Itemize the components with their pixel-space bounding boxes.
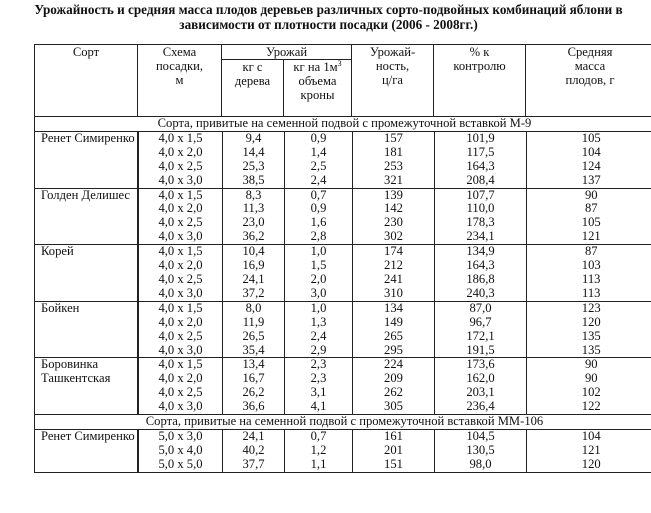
kg-per-tree-cell: 37,2 xyxy=(223,287,285,301)
kg-per-crown-volume-cell: 2,4 xyxy=(285,174,353,188)
average-mass-cell: 104 xyxy=(527,430,651,444)
yield-cell: 224 xyxy=(353,358,435,372)
average-mass-cell: 121 xyxy=(527,444,651,458)
average-mass-cell: 90 xyxy=(527,372,651,386)
kg-per-crown-volume-cell: 2,4 xyxy=(285,330,353,344)
planting-scheme-cell: 4,0 х 2,0 xyxy=(139,316,223,330)
table-row xyxy=(139,430,651,444)
title-line-2: зависимости от плотности посадки (2006 - 2008гг.) xyxy=(179,17,478,32)
variety-group xyxy=(35,131,651,188)
kg-per-tree-cell: 13,4 xyxy=(223,358,285,372)
kg-per-tree-cell: 25,3 xyxy=(223,160,285,174)
section-header-row xyxy=(35,117,651,132)
kg-per-tree-cell: 26,2 xyxy=(223,386,285,400)
yield-cell: 302 xyxy=(353,230,435,244)
planting-scheme-cell: 4,0 х 3,0 xyxy=(139,400,223,414)
kg-per-crown-volume-cell: 4,1 xyxy=(285,400,353,414)
kg-per-crown-volume-cell: 3,0 xyxy=(285,287,353,301)
table-row xyxy=(139,316,651,330)
kg-per-crown-volume-cell: 2,3 xyxy=(285,358,353,372)
kg-per-crown-volume-cell: 1,1 xyxy=(285,458,353,472)
table-row xyxy=(139,344,651,358)
percent-control-cell: 208,4 xyxy=(435,174,527,188)
yield-cell: 134 xyxy=(353,302,435,316)
table-row xyxy=(139,444,651,458)
percent-control-cell: 240,3 xyxy=(435,287,527,301)
header-percent-control: % к контролю xyxy=(434,45,526,117)
variety-group xyxy=(35,188,651,245)
yield-cell: 201 xyxy=(353,444,435,458)
table-row xyxy=(139,230,651,244)
percent-control-cell: 117,5 xyxy=(435,146,527,160)
kg-per-crown-volume-cell: 1,4 xyxy=(285,146,353,160)
yield-cell: 295 xyxy=(353,344,435,358)
planting-scheme-cell: 4,0 х 2,0 xyxy=(139,146,223,160)
kg-per-crown-volume-cell: 2,5 xyxy=(285,160,353,174)
yield-cell: 181 xyxy=(353,146,435,160)
kg-per-tree-cell: 8,3 xyxy=(223,189,285,203)
average-mass-cell: 90 xyxy=(527,189,651,203)
yield-cell: 142 xyxy=(353,202,435,216)
average-mass-cell: 103 xyxy=(527,259,651,273)
planting-scheme-cell: 4,0 х 2,5 xyxy=(139,330,223,344)
table-title xyxy=(6,2,651,32)
percent-control-cell: 110,0 xyxy=(435,202,527,216)
kg-per-tree-cell: 26,5 xyxy=(223,330,285,344)
yield-cell: 139 xyxy=(353,189,435,203)
average-mass-cell: 87 xyxy=(527,202,651,216)
kg-per-tree-cell: 38,5 xyxy=(223,174,285,188)
planting-scheme-cell: 4,0 х 1,5 xyxy=(139,358,223,372)
planting-scheme-cell: 4,0 х 3,0 xyxy=(139,287,223,301)
kg-per-crown-volume-cell: 0,7 xyxy=(285,430,353,444)
average-mass-cell: 113 xyxy=(527,287,651,301)
table-body xyxy=(35,117,651,473)
average-mass-cell: 105 xyxy=(527,216,651,230)
kg-per-tree-cell: 8,0 xyxy=(223,302,285,316)
kg-per-crown-volume-cell: 1,6 xyxy=(285,216,353,230)
kg-per-crown-volume-cell: 1,3 xyxy=(285,316,353,330)
average-mass-cell: 105 xyxy=(527,132,651,146)
average-mass-cell: 102 xyxy=(527,386,651,400)
planting-scheme-cell: 5,0 х 4,0 xyxy=(139,444,223,458)
table-row xyxy=(139,358,651,372)
planting-scheme-cell: 4,0 х 1,5 xyxy=(139,245,223,259)
average-mass-cell: 124 xyxy=(527,160,651,174)
percent-control-cell: 164,3 xyxy=(435,160,527,174)
table-row xyxy=(139,386,651,400)
header-sort: Сорт xyxy=(35,45,138,117)
yield-cell: 262 xyxy=(353,386,435,400)
table-row xyxy=(139,273,651,287)
kg-per-crown-volume-cell: 2,0 xyxy=(285,273,353,287)
kg-per-crown-volume-cell: 1,0 xyxy=(285,302,353,316)
variety-group xyxy=(35,245,651,302)
variety-group xyxy=(35,301,651,358)
planting-scheme-cell: 4,0 х 2,0 xyxy=(139,202,223,216)
kg-per-crown-volume-cell: 2,9 xyxy=(285,344,353,358)
yield-cell: 209 xyxy=(353,372,435,386)
average-mass-cell: 90 xyxy=(527,358,651,372)
kg-per-tree-cell: 16,9 xyxy=(223,259,285,273)
table-row xyxy=(139,287,651,301)
kg-per-tree-cell: 24,1 xyxy=(223,430,285,444)
planting-scheme-cell: 5,0 х 3,0 xyxy=(139,430,223,444)
table-row xyxy=(139,202,651,216)
kg-per-tree-cell: 24,1 xyxy=(223,273,285,287)
kg-per-tree-cell: 40,2 xyxy=(223,444,285,458)
table-row xyxy=(139,372,651,386)
yield-cell: 230 xyxy=(353,216,435,230)
kg-per-crown-volume-cell: 1,5 xyxy=(285,259,353,273)
header-average-mass: Средняя масса плодов, г xyxy=(526,45,651,117)
percent-control-cell: 162,0 xyxy=(435,372,527,386)
yield-cell: 212 xyxy=(353,259,435,273)
kg-per-tree-cell: 16,7 xyxy=(223,372,285,386)
planting-scheme-cell: 4,0 х 1,5 xyxy=(139,189,223,203)
planting-scheme-cell: 4,0 х 1,5 xyxy=(139,302,223,316)
table-row xyxy=(139,302,651,316)
average-mass-cell: 135 xyxy=(527,330,651,344)
average-mass-cell: 113 xyxy=(527,273,651,287)
percent-control-cell: 236,4 xyxy=(435,400,527,414)
table-row xyxy=(139,189,651,203)
average-mass-cell: 87 xyxy=(527,245,651,259)
table-row xyxy=(139,330,651,344)
planting-scheme-cell: 4,0 х 3,0 xyxy=(139,174,223,188)
header-kg-per-tree: кг с дерева xyxy=(222,60,284,117)
yield-cell: 253 xyxy=(353,160,435,174)
yield-cell: 157 xyxy=(353,132,435,146)
header-row-1 xyxy=(35,45,651,60)
table-row xyxy=(139,174,651,188)
planting-scheme-cell: 4,0 х 2,5 xyxy=(139,386,223,400)
kg-per-crown-volume-cell: 2,8 xyxy=(285,230,353,244)
variety-name: Ренет Симиренко xyxy=(35,429,138,472)
section-header-row xyxy=(35,415,651,430)
planting-scheme-cell: 4,0 х 2,0 xyxy=(139,372,223,386)
kg-per-crown-volume-cell: 3,1 xyxy=(285,386,353,400)
percent-control-cell: 191,5 xyxy=(435,344,527,358)
table-row xyxy=(139,259,651,273)
section-title: Сорта, привитые на семенной подвой с промежуточной вставкой М-9 xyxy=(35,117,651,132)
planting-scheme-cell: 4,0 х 1,5 xyxy=(139,132,223,146)
variety-group xyxy=(35,429,651,472)
average-mass-cell: 135 xyxy=(527,344,651,358)
yield-cell: 174 xyxy=(353,245,435,259)
kg-per-crown-volume-cell: 1,0 xyxy=(285,245,353,259)
yield-cell: 161 xyxy=(353,430,435,444)
kg-per-crown-volume-cell: 0,9 xyxy=(285,202,353,216)
kg-per-tree-cell: 14,4 xyxy=(223,146,285,160)
percent-control-cell: 172,1 xyxy=(435,330,527,344)
percent-control-cell: 164,3 xyxy=(435,259,527,273)
percent-control-cell: 178,3 xyxy=(435,216,527,230)
kg-per-tree-cell: 36,6 xyxy=(223,400,285,414)
average-mass-cell: 123 xyxy=(527,302,651,316)
section-title: Сорта, привитые на семенной подвой с промежуточной вставкой ММ-106 xyxy=(35,415,651,430)
percent-control-cell: 134,9 xyxy=(435,245,527,259)
yield-table xyxy=(34,44,651,473)
yield-cell: 321 xyxy=(353,174,435,188)
percent-control-cell: 104,5 xyxy=(435,430,527,444)
kg-per-crown-volume-cell: 0,7 xyxy=(285,189,353,203)
percent-control-cell: 203,1 xyxy=(435,386,527,400)
yield-cell: 151 xyxy=(353,458,435,472)
percent-control-cell: 186,8 xyxy=(435,273,527,287)
yield-cell: 265 xyxy=(353,330,435,344)
planting-scheme-cell: 4,0 х 2,5 xyxy=(139,216,223,230)
table-row xyxy=(139,160,651,174)
percent-control-cell: 234,1 xyxy=(435,230,527,244)
planting-scheme-cell: 4,0 х 2,5 xyxy=(139,160,223,174)
header-scheme: Схема посадки, м xyxy=(138,45,222,117)
kg-per-tree-cell: 37,7 xyxy=(223,458,285,472)
kg-per-tree-cell: 35,4 xyxy=(223,344,285,358)
kg-per-crown-volume-cell: 2,3 xyxy=(285,372,353,386)
variety-name: Бойкен xyxy=(35,301,138,358)
average-mass-cell: 120 xyxy=(527,458,651,472)
percent-control-cell: 173,6 xyxy=(435,358,527,372)
kg-per-tree-cell: 11,3 xyxy=(223,202,285,216)
kg-per-tree-cell: 11,9 xyxy=(223,316,285,330)
kg-per-tree-cell: 23,0 xyxy=(223,216,285,230)
kg-per-tree-cell: 10,4 xyxy=(223,245,285,259)
planting-scheme-cell: 4,0 х 2,0 xyxy=(139,259,223,273)
table-row xyxy=(139,400,651,414)
average-mass-cell: 120 xyxy=(527,316,651,330)
table-row xyxy=(139,216,651,230)
planting-scheme-cell: 4,0 х 3,0 xyxy=(139,230,223,244)
kg-per-crown-volume-cell: 1,2 xyxy=(285,444,353,458)
variety-group xyxy=(35,358,651,415)
title-line-1: Урожайность и средняя масса плодов деревьев различных сорто-подвойных комбинаций яблони в xyxy=(34,2,623,17)
kg-per-crown-volume-cell: 0,9 xyxy=(285,132,353,146)
yield-cell: 310 xyxy=(353,287,435,301)
planting-scheme-cell: 5,0 х 5,0 xyxy=(139,458,223,472)
percent-control-cell: 107,7 xyxy=(435,189,527,203)
average-mass-cell: 137 xyxy=(527,174,651,188)
variety-name: Боровинка Ташкентская xyxy=(35,358,138,415)
percent-control-cell: 98,0 xyxy=(435,458,527,472)
planting-scheme-cell: 4,0 х 2,5 xyxy=(139,273,223,287)
yield-cell: 241 xyxy=(353,273,435,287)
percent-control-cell: 101,9 xyxy=(435,132,527,146)
percent-control-cell: 130,5 xyxy=(435,444,527,458)
yield-cell: 305 xyxy=(353,400,435,414)
average-mass-cell: 104 xyxy=(527,146,651,160)
kg-per-tree-cell: 36,2 xyxy=(223,230,285,244)
header-yield: Урожай- ность, ц/га xyxy=(352,45,434,117)
table-row xyxy=(139,458,651,472)
percent-control-cell: 96,7 xyxy=(435,316,527,330)
percent-control-cell: 87,0 xyxy=(435,302,527,316)
variety-name: Ренет Симиренко xyxy=(35,131,138,188)
kg-per-tree-cell: 9,4 xyxy=(223,132,285,146)
yield-cell: 149 xyxy=(353,316,435,330)
table-row xyxy=(139,146,651,160)
planting-scheme-cell: 4,0 х 3,0 xyxy=(139,344,223,358)
header-harvest: Урожай xyxy=(222,45,352,60)
table-row xyxy=(139,245,651,259)
variety-name: Корей xyxy=(35,245,138,302)
header-kg-per-crown-volume: кг на $1м^3$ объема кроны xyxy=(284,60,352,117)
variety-name: Голден Делишес xyxy=(35,188,138,245)
average-mass-cell: 121 xyxy=(527,230,651,244)
average-mass-cell: 122 xyxy=(527,400,651,414)
table-row xyxy=(139,132,651,146)
